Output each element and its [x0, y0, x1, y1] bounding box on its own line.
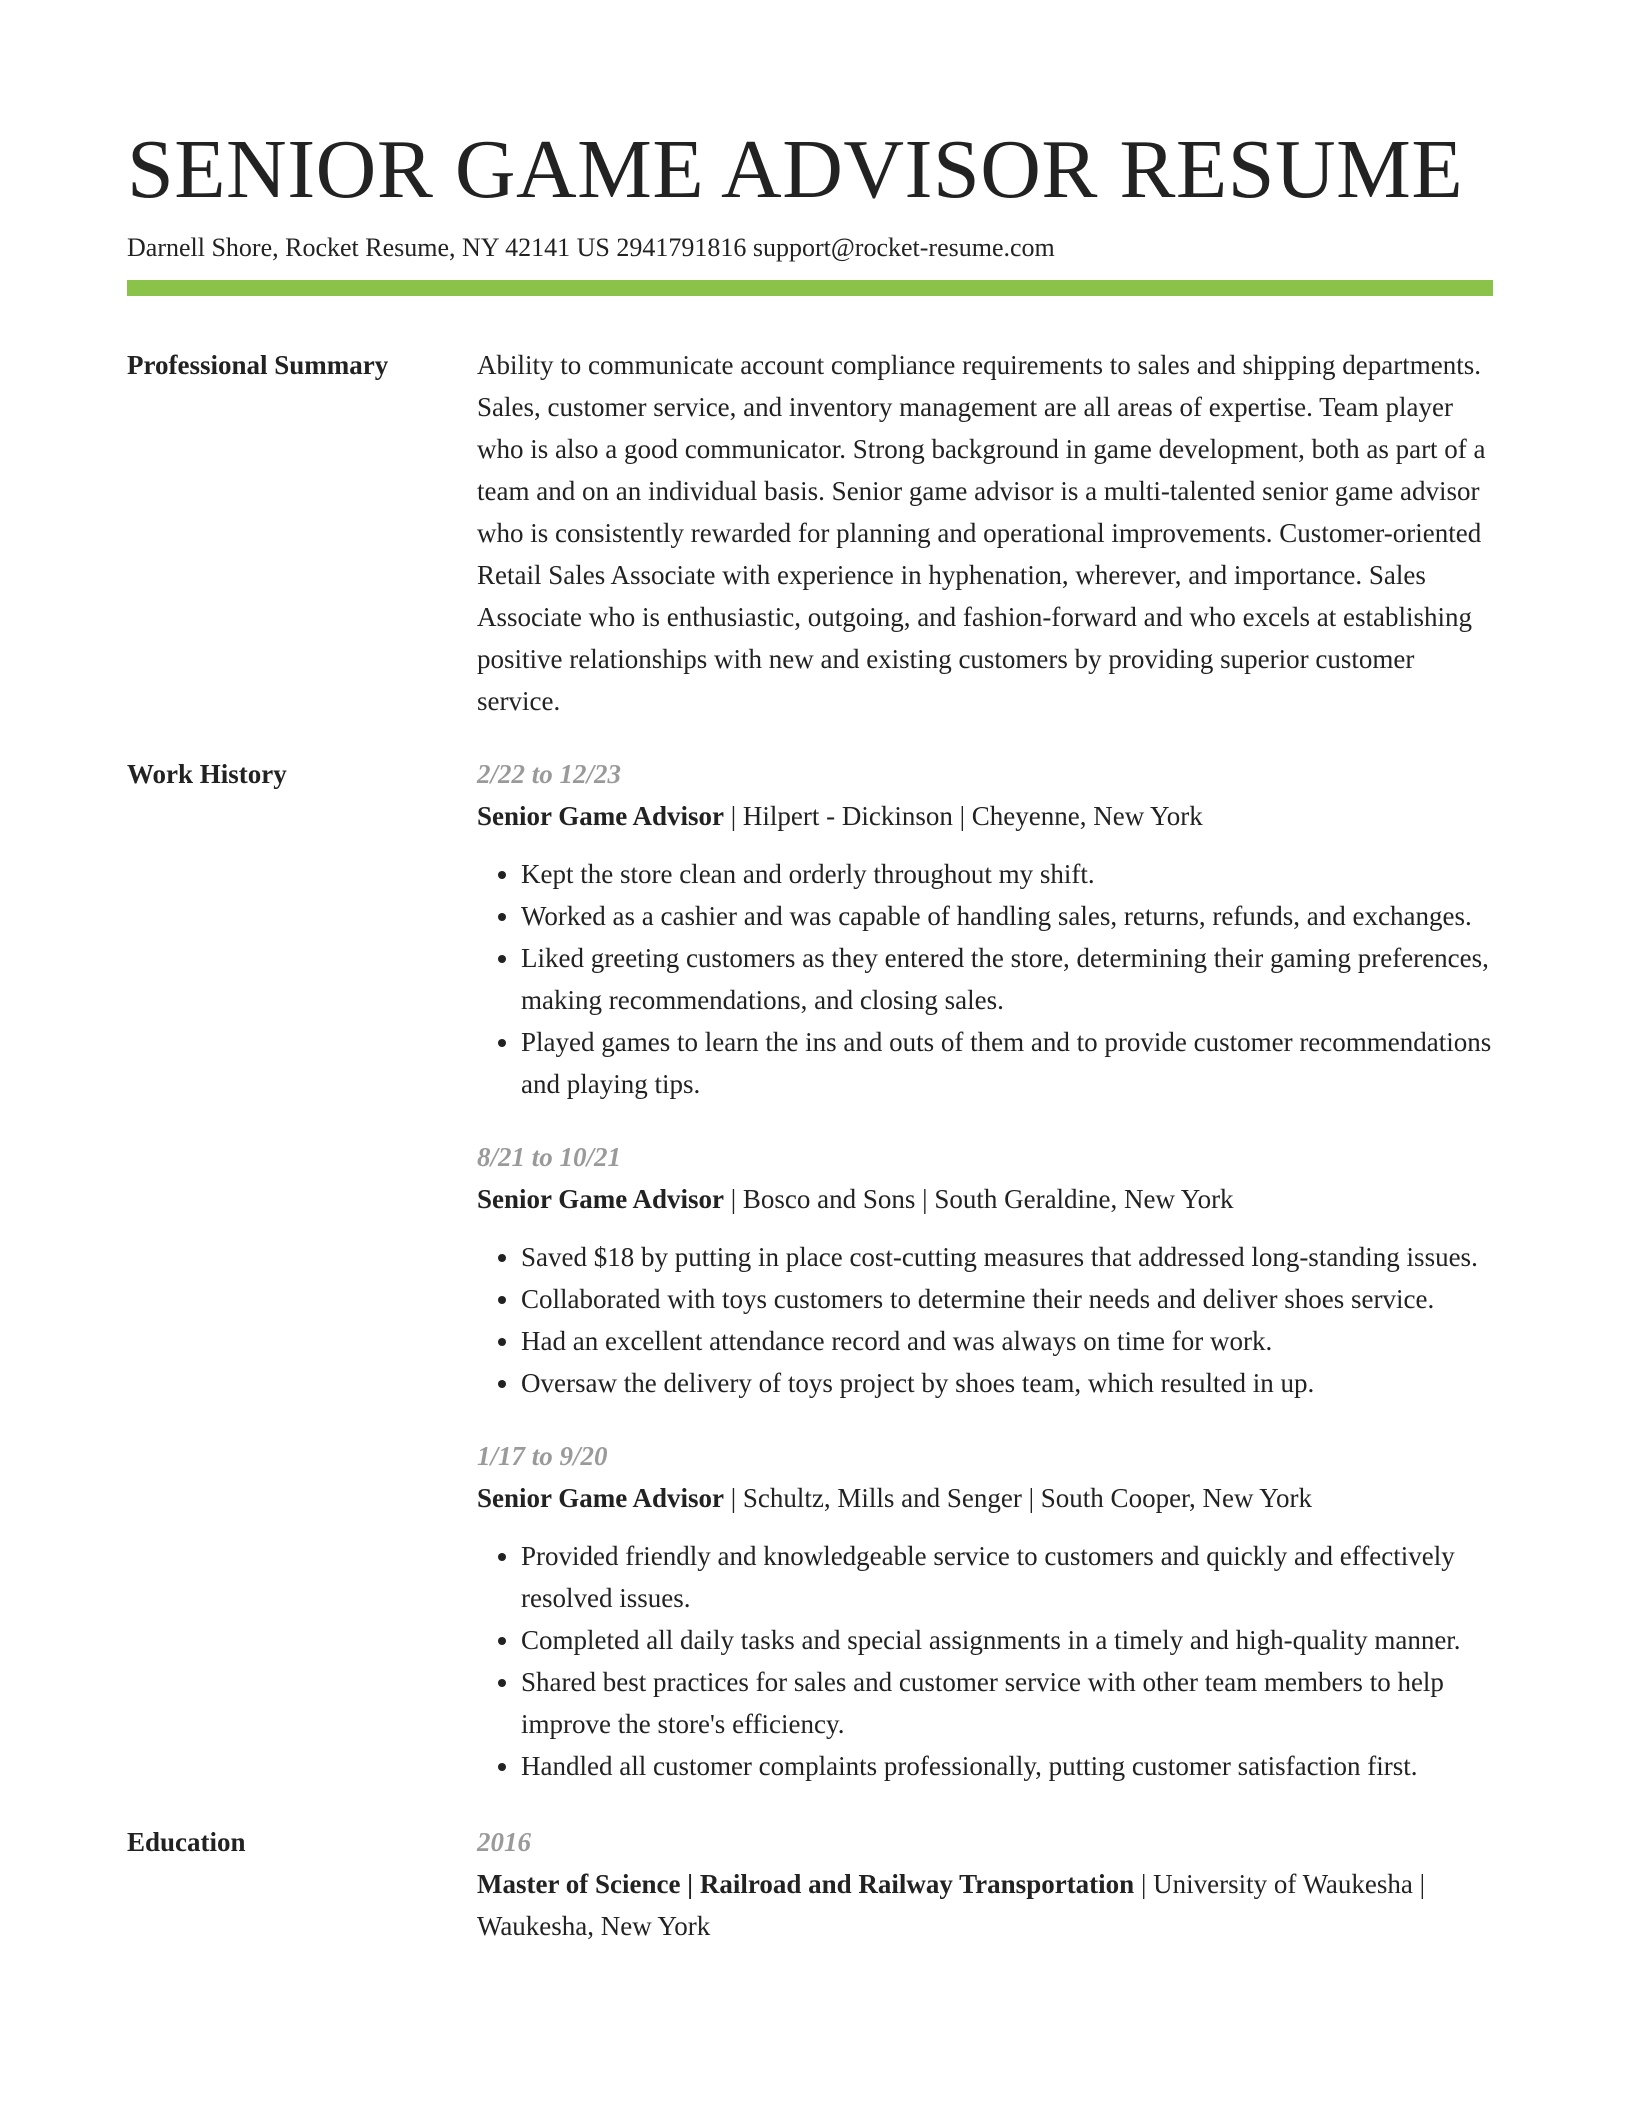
resume-title: SENIOR GAME ADVISOR RESUME	[127, 123, 1464, 216]
job-role: Senior Game Advisor	[477, 1184, 725, 1214]
job-bullet: • Liked greeting customers as they entered the store, determining their gaming preferences, making recommendations, and closing sales.	[521, 937, 1493, 1021]
job-bullet: • Worked as a cashier and was capable of handling sales, returns, refunds, and exchanges.	[521, 895, 1493, 937]
job-entry	[477, 1136, 1493, 1404]
job-bullet: • Oversaw the delivery of toys project by shoes team, which resulted in up.	[521, 1362, 1493, 1404]
job-role: Senior Game Advisor	[477, 801, 725, 831]
job-entry	[477, 753, 1493, 1105]
job-date: 8/21 to 10/21	[477, 1142, 622, 1172]
job-details: | Hilpert - Dickinson | Cheyenne, New York	[724, 801, 1203, 831]
job-bullet: • Provided friendly and knowledgeable service to customers and quickly and effectively resolved issues.	[521, 1535, 1493, 1619]
summary-text: Ability to communicate account compliance requirements to sales and shipping departments. Sales, customer service, and inventory management are all areas of expertise. Team player who is also a good communicator. Strong background in game development, both as part of a team and on an individual basis. Senior game advisor is a multi-talented senior game advisor who is consistently rewarded for planning and operational improvements. Customer-oriented Retail Sales Associate with experience in hyphenation, wherever, and importance. Sales Associate who is enthusiastic, outgoing, and fashion-forward and who excels at establishing positive relationships with new and existing customers by providing superior customer service.	[477, 350, 1486, 716]
job-bullet: • Handled all customer complaints professionally, putting customer satisfaction first.	[521, 1745, 1493, 1787]
job-bullet: • Played games to learn the ins and outs of them and to provide customer recommendations and playing tips.	[521, 1021, 1493, 1105]
contact-info: Darnell Shore, Rocket Resume, NY 42141 US 2941791816 support@rocket-resume.com	[127, 233, 1055, 262]
work-history-body	[477, 753, 1493, 1787]
job-date: 2/22 to 12/23	[477, 759, 622, 789]
job-details: | Schultz, Mills and Senger | South Cooper, New York	[724, 1483, 1312, 1513]
education-line	[477, 1863, 1493, 1947]
job-date: 1/17 to 9/20	[477, 1441, 608, 1471]
education-body	[477, 1821, 1493, 1947]
job-bullet: • Shared best practices for sales and customer service with other team members to help improve the store's efficiency.	[521, 1661, 1493, 1745]
professional-summary-section	[127, 344, 1493, 722]
job-bullets	[477, 1236, 1493, 1404]
resume-page	[127, 0, 1493, 1947]
job-title-line	[477, 1178, 1493, 1220]
section-label-professional-summary: Professional Summary	[127, 350, 389, 380]
job-bullets	[477, 1535, 1493, 1787]
education-date: 2016	[477, 1827, 531, 1857]
job-bullet: • Completed all daily tasks and special assignments in a timely and high-quality manner.	[521, 1619, 1493, 1661]
section-label-work-history: Work History	[127, 759, 287, 789]
job-bullet: • Had an excellent attendance record and was always on time for work.	[521, 1320, 1493, 1362]
job-bullets	[477, 853, 1493, 1105]
education-details: | University of Waukesha | Waukesha, New York	[477, 1869, 1426, 1941]
section-label-education: Education	[127, 1827, 246, 1857]
job-bullet: • Kept the store clean and orderly throughout my shift.	[521, 853, 1493, 895]
header-divider	[127, 280, 1493, 296]
job-role: Senior Game Advisor	[477, 1483, 725, 1513]
job-details: | Bosco and Sons | South Geraldine, New York	[724, 1184, 1234, 1214]
job-title-line	[477, 1477, 1493, 1519]
education-degree: Master of Science | Railroad and Railway Transportation	[477, 1869, 1135, 1899]
education-section	[127, 1821, 1493, 1947]
job-title-line	[477, 795, 1493, 837]
job-bullet: • Collaborated with toys customers to determine their needs and deliver shoes service.	[521, 1278, 1493, 1320]
work-history-section	[127, 753, 1493, 1787]
job-bullet: • Saved $18 by putting in place cost-cutting measures that addressed long-standing issues.	[521, 1236, 1493, 1278]
job-entry	[477, 1435, 1493, 1787]
professional-summary-body	[477, 344, 1493, 722]
